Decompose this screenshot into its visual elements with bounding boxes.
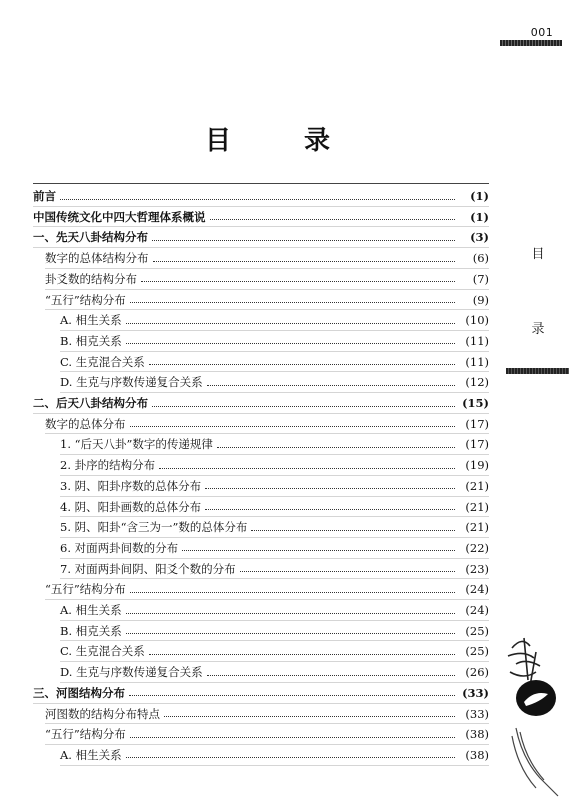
- toc-entry-title: 4. 阴、阳卦画数的总体分布: [60, 499, 202, 514]
- toc-leader-dots: [126, 323, 455, 324]
- side-bar: [506, 368, 569, 374]
- toc-leader-dots: [152, 240, 455, 241]
- page-number: 001: [530, 26, 554, 39]
- toc-entry[interactable]: [45, 414, 489, 434]
- toc-entry[interactable]: [60, 352, 489, 372]
- toc-entry-page: (1): [470, 189, 489, 203]
- toc-entry-page: (25): [465, 644, 489, 659]
- toc-entry-page: (38): [465, 727, 489, 742]
- toc-leader-dots: [210, 219, 456, 220]
- toc-entry-page: (26): [465, 665, 489, 680]
- toc-entry-page: (15): [462, 396, 489, 410]
- toc-entry[interactable]: [60, 621, 489, 641]
- title-char-2: 录: [303, 126, 330, 156]
- toc-leader-dots: [205, 509, 455, 510]
- toc-entry-page: (9): [472, 292, 489, 307]
- toc-leader-dots: [182, 550, 455, 551]
- toc-entry[interactable]: [60, 310, 489, 330]
- toc-entry[interactable]: [60, 641, 489, 661]
- toc-leader-dots: [130, 302, 455, 303]
- toc-entry-page: (11): [465, 354, 489, 369]
- toc-entry[interactable]: [45, 290, 489, 310]
- toc-entry-title: 5. 阴、阳卦“含三为一”数的总体分布: [60, 520, 248, 535]
- toc-entry-page: (21): [465, 499, 489, 514]
- brush-stroke-icon: [512, 728, 558, 796]
- toc-entry[interactable]: [60, 331, 489, 351]
- toc-entry-page: (6): [472, 251, 489, 266]
- toc-entry-title: 2. 卦序的结构分布: [60, 458, 156, 473]
- toc-entry-title: 中国传统文化中四大哲理体系概说: [33, 209, 206, 224]
- brush-mark-icon: [508, 638, 540, 686]
- toc-entry-title: A. 相生关系: [60, 313, 122, 328]
- toc-entry[interactable]: [33, 186, 489, 206]
- title-char-1: 目: [205, 126, 232, 156]
- toc-entry-page: (24): [465, 582, 489, 597]
- toc-leader-dots: [207, 385, 455, 386]
- toc-entry-title: “五行”结构分布: [45, 582, 126, 597]
- toc-entry-title: A. 相生关系: [60, 747, 122, 762]
- toc-entry[interactable]: [45, 579, 489, 599]
- toc-leader-dots: [207, 675, 455, 676]
- toc-entry[interactable]: [45, 724, 489, 744]
- toc-leader-dots: [130, 737, 455, 738]
- toc-leader-dots: [126, 613, 455, 614]
- page-number-rule: [500, 40, 562, 46]
- toc-entry[interactable]: [33, 393, 489, 413]
- toc-entry[interactable]: [60, 434, 489, 454]
- toc-entry-page: (19): [465, 458, 489, 473]
- toc-entry[interactable]: [60, 745, 489, 765]
- toc-entry[interactable]: [33, 227, 489, 247]
- toc-entry-title: 河图数的结构分布特点: [45, 706, 160, 721]
- toc-entry-page: (21): [465, 478, 489, 493]
- toc-entry-title: 3. 阴、阳卦序数的总体分布: [60, 478, 202, 493]
- toc-entry[interactable]: [60, 497, 489, 517]
- toc-leader-dots: [153, 261, 456, 262]
- toc-entry[interactable]: [60, 517, 489, 537]
- toc-entry-page: (17): [465, 437, 489, 452]
- toc-entry-page: (33): [465, 706, 489, 721]
- toc-entry[interactable]: [60, 600, 489, 620]
- toc-entry[interactable]: [60, 538, 489, 558]
- toc-entry-title: “五行”结构分布: [45, 727, 126, 742]
- toc-entry-title: A. 相生关系: [60, 603, 122, 617]
- publisher-logo: [500, 628, 560, 798]
- toc-leader-dots: [149, 364, 455, 365]
- toc-leader-dots: [164, 716, 455, 717]
- toc-entry[interactable]: [60, 455, 489, 475]
- toc-entry-title: 卦爻数的结构分布: [45, 271, 137, 286]
- toc-leader-dots: [240, 571, 455, 572]
- toc-entry-page: (38): [465, 747, 489, 762]
- toc-entry-title: D. 生克与序数传递复合关系: [60, 665, 203, 680]
- toc-entry-title: 1. “后天八卦”数字的传递规律: [60, 437, 213, 452]
- toc-entry-title: 数字的总体分布: [45, 416, 126, 431]
- toc-leader-dots: [126, 343, 455, 344]
- toc-entry-title: 三、河图结构分布: [33, 685, 125, 700]
- toc-entry-page: (33): [462, 685, 489, 700]
- toc-entry-page: (1): [470, 209, 489, 224]
- toc-entry[interactable]: [60, 372, 489, 392]
- toc-entry-title: 前言: [33, 189, 56, 203]
- toc-entry-title: 数字的总体结构分布: [45, 251, 149, 266]
- top-rule: [33, 183, 489, 184]
- toc-entry-page: (17): [465, 416, 489, 431]
- toc-leader-dots: [126, 633, 455, 634]
- toc-entry-title: 一、先天八卦结构分布: [33, 230, 148, 245]
- toc-leader-dots: [152, 406, 455, 407]
- toc-leader-dots: [205, 488, 455, 489]
- toc-entry-page: (12): [465, 375, 489, 390]
- side-label-char-1: 目: [531, 247, 545, 262]
- toc-leader-dots: [149, 654, 455, 655]
- toc-leader-dots: [141, 281, 455, 282]
- toc-entry-title: C. 生克混合关系: [60, 644, 145, 659]
- toc-leader-dots: [60, 199, 455, 200]
- toc-leader-dots: [129, 695, 455, 696]
- toc-entry-page: (25): [465, 623, 489, 638]
- toc-leader-dots: [251, 530, 455, 531]
- toc-entry-page: (3): [470, 230, 489, 245]
- toc-entry-title: B. 相克关系: [60, 333, 122, 348]
- toc-entry[interactable]: [60, 476, 489, 496]
- toc-entry[interactable]: [60, 559, 489, 579]
- toc-entry-title: “五行”结构分布: [45, 292, 126, 307]
- toc-leader-dots: [159, 468, 455, 469]
- page-title: [205, 120, 330, 157]
- toc-entry-title: 二、后天八卦结构分布: [33, 396, 148, 410]
- toc-leader-dots: [130, 592, 455, 593]
- toc-entry-page: (22): [465, 540, 489, 555]
- toc-entry-page: (23): [465, 561, 489, 576]
- toc-entry-page: (10): [465, 313, 489, 328]
- toc-leader-dots: [217, 447, 455, 448]
- toc-entry-title: B. 相克关系: [60, 623, 122, 638]
- toc-entry[interactable]: [45, 248, 489, 268]
- toc-leader-dots: [126, 757, 455, 758]
- toc-entry-page: (24): [465, 603, 489, 617]
- toc-entry[interactable]: [33, 207, 489, 227]
- toc-entry-title: D. 生克与序数传递复合关系: [60, 375, 203, 390]
- toc-entry-title: C. 生克混合关系: [60, 354, 145, 369]
- toc-entry[interactable]: [45, 704, 489, 724]
- toc-entry[interactable]: [60, 662, 489, 682]
- toc-entry-page: (21): [465, 520, 489, 535]
- toc-divider: [60, 765, 489, 766]
- toc-entry-page: (11): [465, 333, 489, 348]
- toc-entry-page: (7): [472, 271, 489, 286]
- toc-entry-title: 6. 对面两卦间数的分布: [60, 540, 179, 555]
- side-label-char-2: 录: [531, 322, 545, 337]
- toc-entry-title: 7. 对面两卦间阴、阳爻个数的分布: [60, 561, 236, 576]
- toc-entry[interactable]: [33, 683, 489, 703]
- toc-leader-dots: [130, 426, 456, 427]
- toc-entry[interactable]: [45, 269, 489, 289]
